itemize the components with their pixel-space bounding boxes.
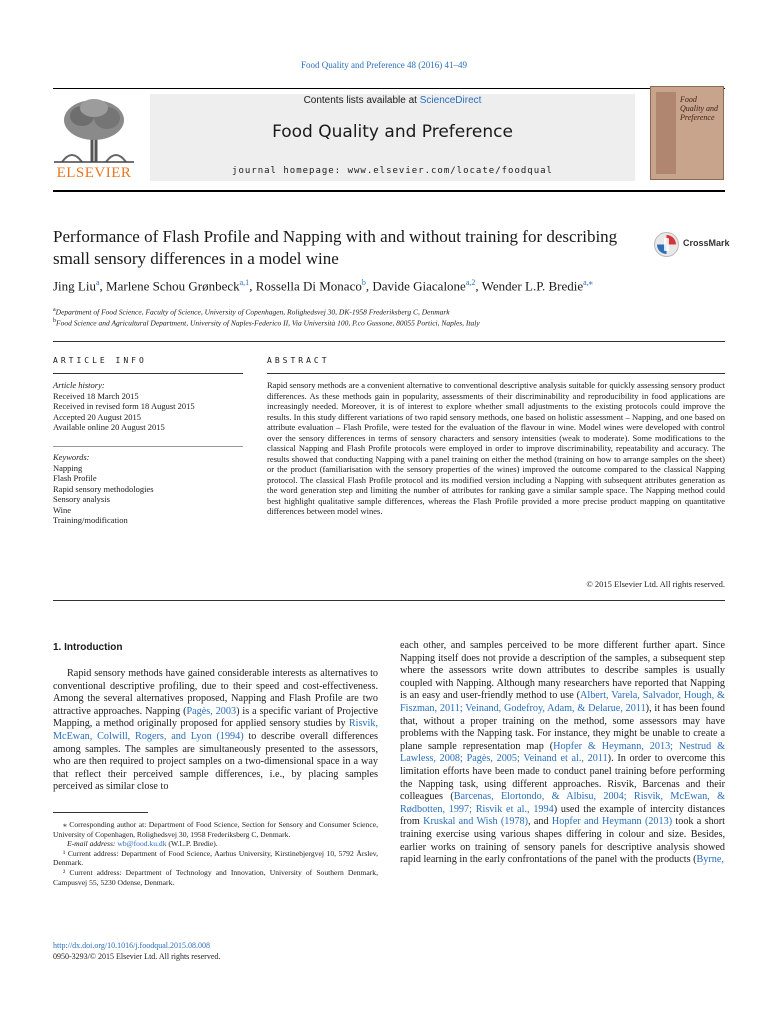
keyword: Rapid sensory methodologies (53, 483, 154, 494)
article-history (53, 380, 243, 433)
body-text: to describe overall differences among samples. The samples are simultaneously presented to the assessors, who are then required to project samples on a two-dimensional space in a way that reflect their perceived sample differences, i.e., by placing samples perceived as similar close to (53, 730, 379, 793)
citation-link[interactable]: Risvik, McEwan, Colwill, Rogers, and Lyon (1994) (53, 718, 378, 742)
author-name: Wender L.P. Bredie (481, 278, 584, 294)
elsevier-tree-logo-icon (52, 96, 136, 164)
keyword: Wine (53, 504, 72, 515)
keyword: Napping (53, 462, 83, 473)
history-entry: Received 18 March 2015 (53, 390, 139, 401)
history-entry: Received in revised form 18 August 2015 (53, 401, 195, 411)
author-affil-mark[interactable]: a,⁎ (583, 278, 593, 287)
affiliation-text: Department of Food Science, Faculty of Science, University of Copenhagen, Rolighedsvej 30, DK-1958 Frederiksberg C, Denmark (55, 307, 450, 317)
abstract-text: Rapid sensory methods are a convenient alternative to conventional descriptive analysis suitable for quickly assessing sensory product differences. As these methods gain in popularity, assessments of their discriminability and reproducibility in food applications are increasingly needed. Moreover, it is of interest to explore whether small adjustments to the existing protocols could improve the results. In this study different variations of two rapid sensory methods, one based on holistic assessment – Napping, and one based on attribute evaluation – Flash Profile, were tested for the evaluation of the flavour in wine. Model wines were developed with control over the sensory differences in terms of sensory characters and sensory intensities (weak to moderate). Some modifications to the classical Napping and Flash Profile protocols were employed in order to improve discriminability, repeatability and accuracy. The results showed that conducting Napping with a panel training on either the method (training on how to arrange samples on the sheet) or the product (familiarisation with the sensory properties of the wines) improved the outcome compared to the classical Napping protocol. The classical Flash Profile protocol and its modified version including a Napping with subsequent attributes generation as the word generation step and limiting the number of attributes for ranking gave a similar sample space. The Napping method could best highlight qualitative sample differences, whereas the Flash Profile provided a more precise product mapping on quantitative differences between model wines. (267, 380, 725, 516)
email-suffix: (W.L.P. Bredie). (166, 839, 218, 849)
keywords-block (53, 452, 243, 526)
keyword: Flash Profile (53, 473, 97, 483)
keywords-label: Keywords: (53, 452, 90, 462)
author-affil-mark[interactable]: a,1 (239, 278, 250, 287)
body-text: ), it has been found that, without a proper training on the method, some assessors may have problems with the Napping task. For instance, they might be unable to create a plane sample representation map ( (400, 702, 725, 752)
citation-link[interactable]: Pagès, 2003 (186, 705, 237, 717)
history-entry: Available online 20 August 2015 (53, 422, 165, 432)
email-link[interactable]: wb@food.ku.dk (117, 839, 167, 849)
abstract-copyright: © 2015 Elsevier Ltd. All rights reserved. (586, 579, 725, 589)
citation-link[interactable]: Albert, Varela, Salvador, Hough, & Fiszman, 2011; Veinand, Godefroy, Adam, & Delarue, 2011 (400, 690, 725, 714)
affiliation (53, 318, 733, 328)
author-affil-mark[interactable]: a (95, 278, 100, 287)
body-text: each other, and samples perceived to be more different further apart. Since Napping itself does not provide a description of the samples, a subsequent step where the assessors write down attributes to describe samples is usually coupled with Napping. Although many researchers have reported that Napping is an easy and user-friendly method to use ( (400, 640, 725, 702)
author-affil-mark[interactable]: b (361, 278, 366, 287)
author-affil-mark[interactable]: a,2 (465, 278, 476, 287)
citation-link[interactable]: Kruskal and Wish (1978) (423, 816, 529, 828)
email-label: E-mail address: (67, 839, 118, 849)
article-title: Performance of Flash Profile and Napping with and without training for describing small sensory differences in a model wine (53, 227, 618, 268)
body-text: ) is a specific variant of Projective Mapping, a method originally proposed for applied sensory studies by (53, 705, 378, 730)
abstract-heading: ABSTRACT (267, 356, 330, 365)
section-heading-introduction: 1. Introduction (53, 642, 123, 653)
affiliation (53, 307, 733, 317)
body-text: ) used the example of intercity distances from (400, 803, 725, 828)
journal-citation[interactable]: Food Quality and Preference 48 (2016) 41–49 (301, 60, 467, 70)
doi-link[interactable]: http://dx.doi.org/10.1016/j.foodqual.2015.08.008 (53, 941, 210, 950)
citation-link[interactable]: Hopfer and Heymann (2013) (551, 816, 673, 828)
body-text: Rapid sensory methods have gained considerable interests as alternatives to conventional descriptive profiling, due to their speed and cost-effectiveness. Among the several alternatives proposed, Napping and Flash Profile are two attractive approaches. Napping ( (53, 668, 378, 717)
citation-link[interactable]: Barcenas, Elortondo, & Albisu, 2004; Risvik, McEwan, & Rødbotten, 1997; Risvik et al., 1994 (400, 791, 725, 815)
footnote-1: ¹ Current address: Department of Food Science, Aarhus University, Kirstinebjergvej 10, 5792 Årslev, Denmark. (53, 848, 378, 868)
intro-right-column (400, 640, 725, 867)
footnote-email (53, 839, 378, 849)
intro-paragraph (53, 668, 378, 794)
publisher-name: ELSEVIER (56, 165, 132, 181)
abstract-bottom-rule (53, 600, 725, 601)
keyword: Sensory analysis (53, 494, 110, 504)
cover-stripe (656, 92, 676, 174)
abstract-rule (267, 373, 725, 374)
header-bottom-rule (53, 190, 725, 192)
citation-link[interactable]: Byrne, (696, 854, 724, 866)
intro-left-column (53, 668, 378, 794)
author-name: Marlene Schou Grønbeck (106, 278, 240, 294)
footnotes (53, 820, 378, 887)
issn-line: 0950-3293/© 2015 Elsevier Ltd. All rights reserved. (53, 952, 221, 961)
crossmark-icon[interactable] (654, 232, 679, 257)
sciencedirect-link[interactable]: ScienceDirect (419, 95, 482, 106)
affiliation-mark: a (53, 307, 56, 313)
affiliation-rule (53, 341, 725, 342)
keywords-rule (53, 446, 243, 447)
keyword: Training/modification (53, 515, 128, 525)
intro-paragraph (400, 640, 725, 867)
history-entry: Accepted 20 August 2015 (53, 411, 142, 422)
contents-prefix: Contents lists available at (303, 95, 420, 106)
body-text: , and (528, 816, 552, 828)
journal-homepage[interactable]: journal homepage: www.elsevier.com/locate/foodqual (232, 166, 553, 176)
cover-title: Food Quality and Preference (680, 95, 718, 122)
article-info-rule (53, 373, 243, 374)
crossmark-label[interactable]: CrossMark (683, 238, 730, 248)
footnote-2: ² Current address: Department of Technology and Innovation, University of Southern Denmark, Campusvej 55, 5230 Odense, Denmark. (53, 867, 378, 887)
journal-name: Food Quality and Preference (272, 122, 513, 142)
author-name: Davide Giacalone (372, 278, 466, 294)
contents-line (150, 95, 635, 106)
citation-link[interactable]: Hopfer & Heymann, 2013; Nestrud & Lawless, 2008; Pagès, 2005; Veinand et al., 2011 (400, 740, 725, 765)
history-label: Article history: (53, 380, 105, 390)
affiliation-text: Food Science and Agricultural Department, University of Naples-Federico II, Via Università 100, P.co Gussone, 80055 Portici, Naples, Italy (56, 318, 480, 328)
author-name: Rossella Di Monaco (255, 278, 362, 294)
header-top-rule (53, 88, 725, 89)
footnote-rule (53, 812, 148, 813)
affiliation-mark: b (53, 318, 56, 324)
body-text: took a short training exercise using various shapes differing in colour and size. Besides, earlier works on training of sensory panels for descriptive analysis showed rapid learning in the early confrontations of the panel with the products ( (400, 816, 726, 866)
author-list: Jing Liu$^a$, Marlene Schou Grønbeck$^{a,1}$, Rossella Di Monaco$^b$, Davide Giacalone$^{a,2}$, Wender L.P. Bredie$^{a,⁎}$ (53, 278, 593, 294)
body-text: ). In order to overcome this limitation efforts have been made to conduct panel training before performing the Napping task, using different approaches. Risvik, Barcenas and their colleagues ( (400, 753, 725, 803)
article-info-heading: ARTICLE INFO (53, 356, 147, 365)
author-name: Jing Liu (53, 278, 96, 294)
footnote-corresponding: ⁎ Corresponding author at: Department of Food Science, Section for Sensory and Consumer Science, University of Copenhagen, Rolighedsvej 30, 1958 Frederiksberg C, Denmark. (53, 820, 378, 839)
